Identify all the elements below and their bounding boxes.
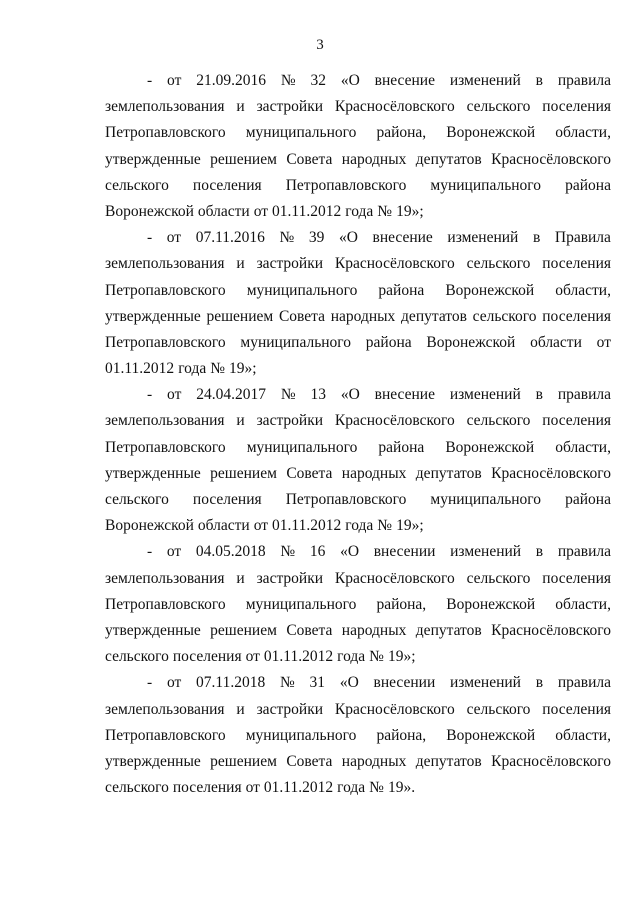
text-line: Петропавловского муниципального района Воронежской области, xyxy=(105,281,611,299)
text-line: землепользования и застройки Красносёловского сельского поселения xyxy=(105,98,611,116)
amendment-item xyxy=(105,539,611,670)
text-line: сельского поселения Петропавловского муниципального района xyxy=(105,491,611,508)
text-line: утвержденные решением Совета народных депутатов Красносёловского xyxy=(105,752,611,770)
text-line: землепользования и застройки Красносёловского сельского поселения xyxy=(105,412,611,430)
amendment-item xyxy=(105,670,611,801)
amendment-item xyxy=(105,382,611,539)
text-line: сельского поселения от 01.11.2012 года № 19». xyxy=(105,779,416,797)
text-line: - от 21.09.2016 № 32 «О внесение изменений в правила xyxy=(147,72,611,89)
text-line: Петропавловского муниципального района Воронежской области от xyxy=(105,333,611,351)
text-line: Петропавловского муниципального района, Воронежской области, xyxy=(105,124,611,142)
document-body xyxy=(105,68,611,801)
amendment-item xyxy=(105,225,611,382)
text-line: Воронежской области от 01.11.2012 года № 19»; xyxy=(105,517,424,535)
text-line: землепользования и застройки Красносёловского сельского поселения xyxy=(105,700,611,718)
text-line: Петропавловского муниципального района Воронежской области, xyxy=(105,438,611,456)
amendment-item xyxy=(105,68,611,225)
text-line: утвержденные решением Совета народных депутатов Красносёловского xyxy=(105,621,611,639)
text-line: утвержденные решением Совета народных депутатов сельского поселения xyxy=(105,307,611,325)
text-line: Воронежской области от 01.11.2012 года № 19»; xyxy=(105,202,424,220)
text-line: утвержденные решением Совета народных депутатов Красносёловского xyxy=(105,150,611,168)
text-line: - от 24.04.2017 № 13 «О внесение изменений в правила xyxy=(147,386,611,404)
text-line: 01.11.2012 года № 19»; xyxy=(105,360,257,378)
text-line: утвержденные решением Совета народных депутатов Красносёловского xyxy=(105,464,611,482)
text-line: - от 07.11.2018 № 31 «О внесении изменений в правила xyxy=(147,674,611,692)
text-line: Петропавловского муниципального района, Воронежской области, xyxy=(105,726,611,744)
text-line: - от 04.05.2018 № 16 «О внесении изменений в правила xyxy=(147,543,611,561)
text-line: Петропавловского муниципального района, Воронежской области, xyxy=(105,595,611,613)
text-line: землепользования и застройки Красносёловского сельского поселения xyxy=(105,569,611,587)
text-line: - от 07.11.2016 № 39 «О внесение изменений в Правила xyxy=(147,229,611,247)
page-number: 3 xyxy=(316,37,324,53)
text-line: сельского поселения Петропавловского муниципального района xyxy=(105,176,611,194)
text-line: землепользования и застройки Красносёловского сельского поселения xyxy=(105,255,611,273)
text-line: сельского поселения от 01.11.2012 года № 19»; xyxy=(105,648,416,666)
